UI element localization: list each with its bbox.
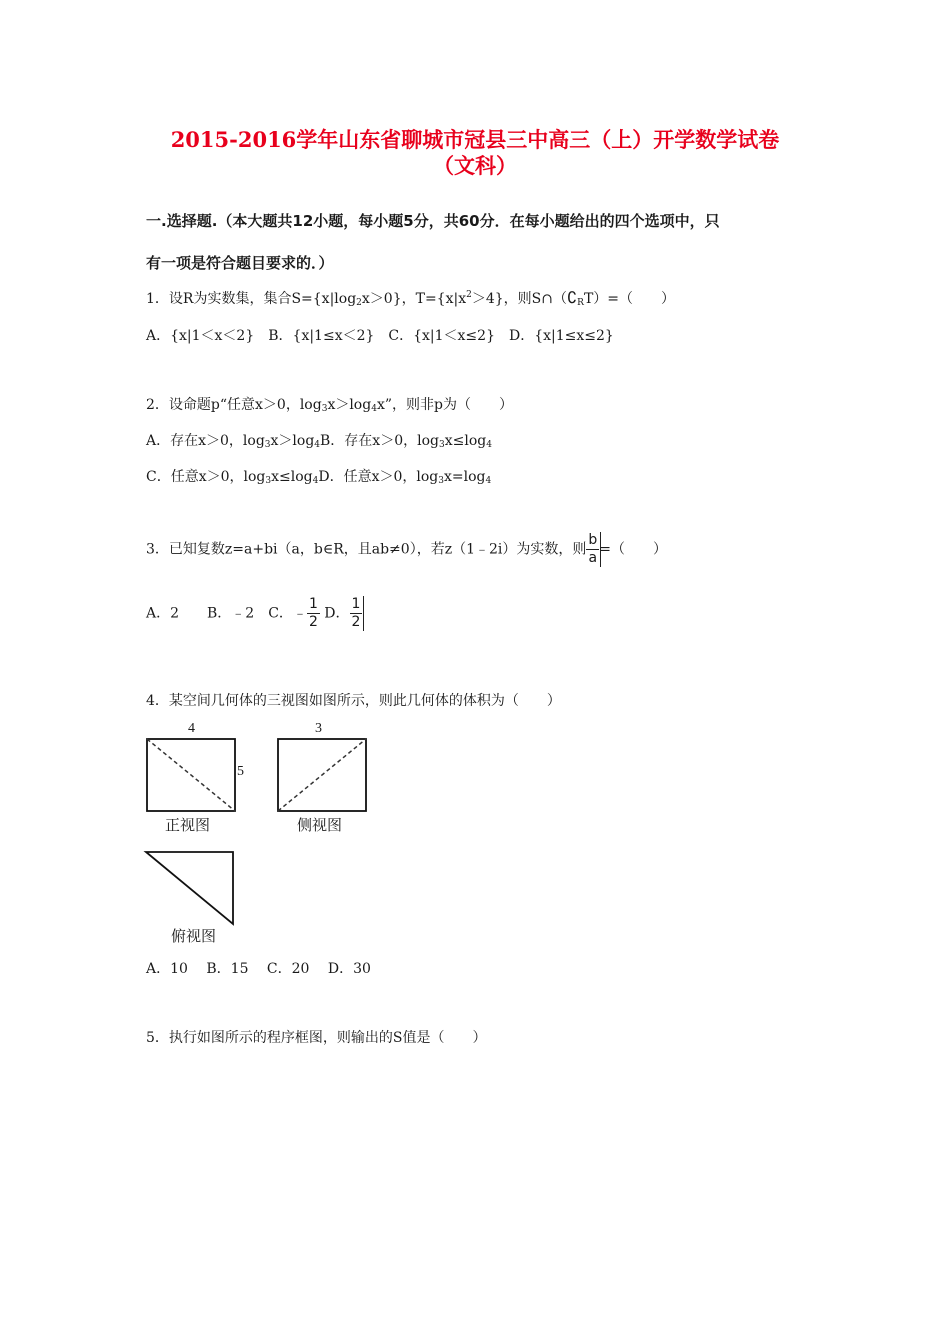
question-3-options: A．2 B．﹣2 C．﹣ $\frac{1}{2}$ D． $\frac{1}{2}$ (146, 596, 362, 631)
complement-symbol: ∁ (566, 288, 578, 307)
fraction-one-half: $\frac{1}{2}$ (308, 596, 318, 630)
side-view-figure (275, 722, 370, 834)
section-heading-cont: 有一项是符合题目要求的．） (146, 254, 334, 272)
question-2-options-ab: A．存在x＞0，$\log_3x>\log_4B$．存在x＞0，$\log_3x\le\log_4$ (146, 433, 492, 450)
top-view-label: 俯视图 (171, 927, 217, 945)
question-2-stem: 2．设命题p“任意x＞0，$\log_3x>\log_4x$”，则非p为（ ） (146, 397, 513, 414)
question-3-stem: 3．已知复数z=a+bi（a，b∈R，且ab≠0），若z（1﹣2i）为实数，则 $\frac{b}{a}$ =（ ） (146, 532, 667, 566)
fraction-b-over-a: $\frac{b}{a}$ (586, 532, 599, 567)
front-height-label: 5 (237, 764, 244, 779)
question-4-stem: 4．某空间几何体的三视图如图所示，则此几何体的体积为（ ） (146, 693, 561, 709)
exam-subtitle: （文科） (433, 153, 517, 178)
top-view-figure (143, 846, 239, 946)
exam-title: 2015-2016学年山东省聊城市冠县三中高三（上）开学数学试卷 (170, 127, 780, 152)
fraction-one-half: $\frac{1}{2}$ (350, 596, 363, 631)
question-1-stem: 1．设R为实数集，集合$S=\{x|\log_2x>0\}$，$T=\{x|x^2>4\}$，则$S\cap(∁_RT)=$（ ） (146, 288, 676, 308)
front-view-label: 正视图 (165, 816, 211, 834)
question-2-options-cd: C．任意x＞0，$\log_3x\le\log_4D$．任意x＞0，$\log_3x=\log_4$ (146, 469, 492, 486)
question-4-options: A．10 B．15 C．20 D．30 (146, 961, 371, 977)
section-heading: 一.选择题.（本大题共12小题，每小题5分，共60分．在每小题给出的四个选项中，只 (146, 212, 720, 230)
side-view-label: 侧视图 (297, 816, 343, 834)
front-width-label: 4 (188, 721, 195, 736)
question-1-options: A．{x|1＜x＜2} B．{x|1≤x＜2} C．{x|1＜x≤2} D．{x|1≤x≤2} (146, 328, 614, 344)
front-view-figure (143, 722, 255, 834)
side-width-label: 3 (315, 721, 322, 736)
question-5-stem: 5．执行如图所示的程序框图，则输出的S值是（ ） (146, 1030, 487, 1046)
